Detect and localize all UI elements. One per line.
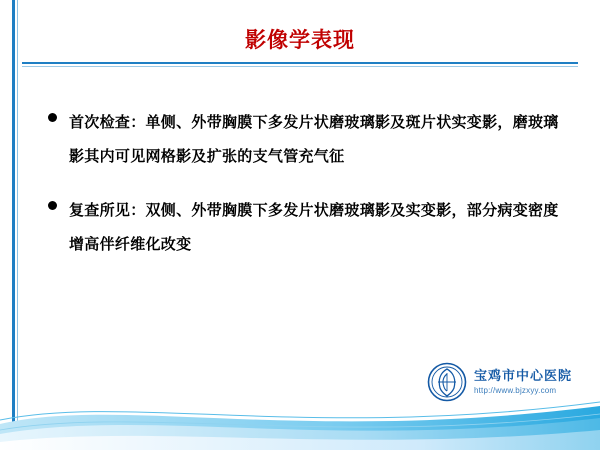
bullet-list xyxy=(48,105,568,281)
bottom-wave-decoration xyxy=(0,380,600,450)
hospital-name: 宝鸡市中心医院 xyxy=(473,369,572,384)
slide-title-wrap xyxy=(0,24,600,54)
bullet-dot-icon xyxy=(48,113,57,122)
title-divider-thin xyxy=(22,66,578,67)
list-item-text: 首次检查：单侧、外带胸膜下多发片状磨玻璃影及斑片状实变影，磨玻璃影其内可见网格影及扩张的支气管充气征 xyxy=(69,113,559,165)
list-item xyxy=(48,193,568,261)
list-item xyxy=(48,105,568,173)
bullet-dot-icon xyxy=(48,201,57,210)
page-title: 影像学表现 xyxy=(245,28,355,52)
title-divider xyxy=(22,62,578,64)
list-item-text: 复查所见：双侧、外带胸膜下多发片状磨玻璃影及实变影，部分病变密度增高伴纤维化改变 xyxy=(69,201,559,253)
hospital-url: http://www.bjzxyy.com xyxy=(473,386,557,395)
